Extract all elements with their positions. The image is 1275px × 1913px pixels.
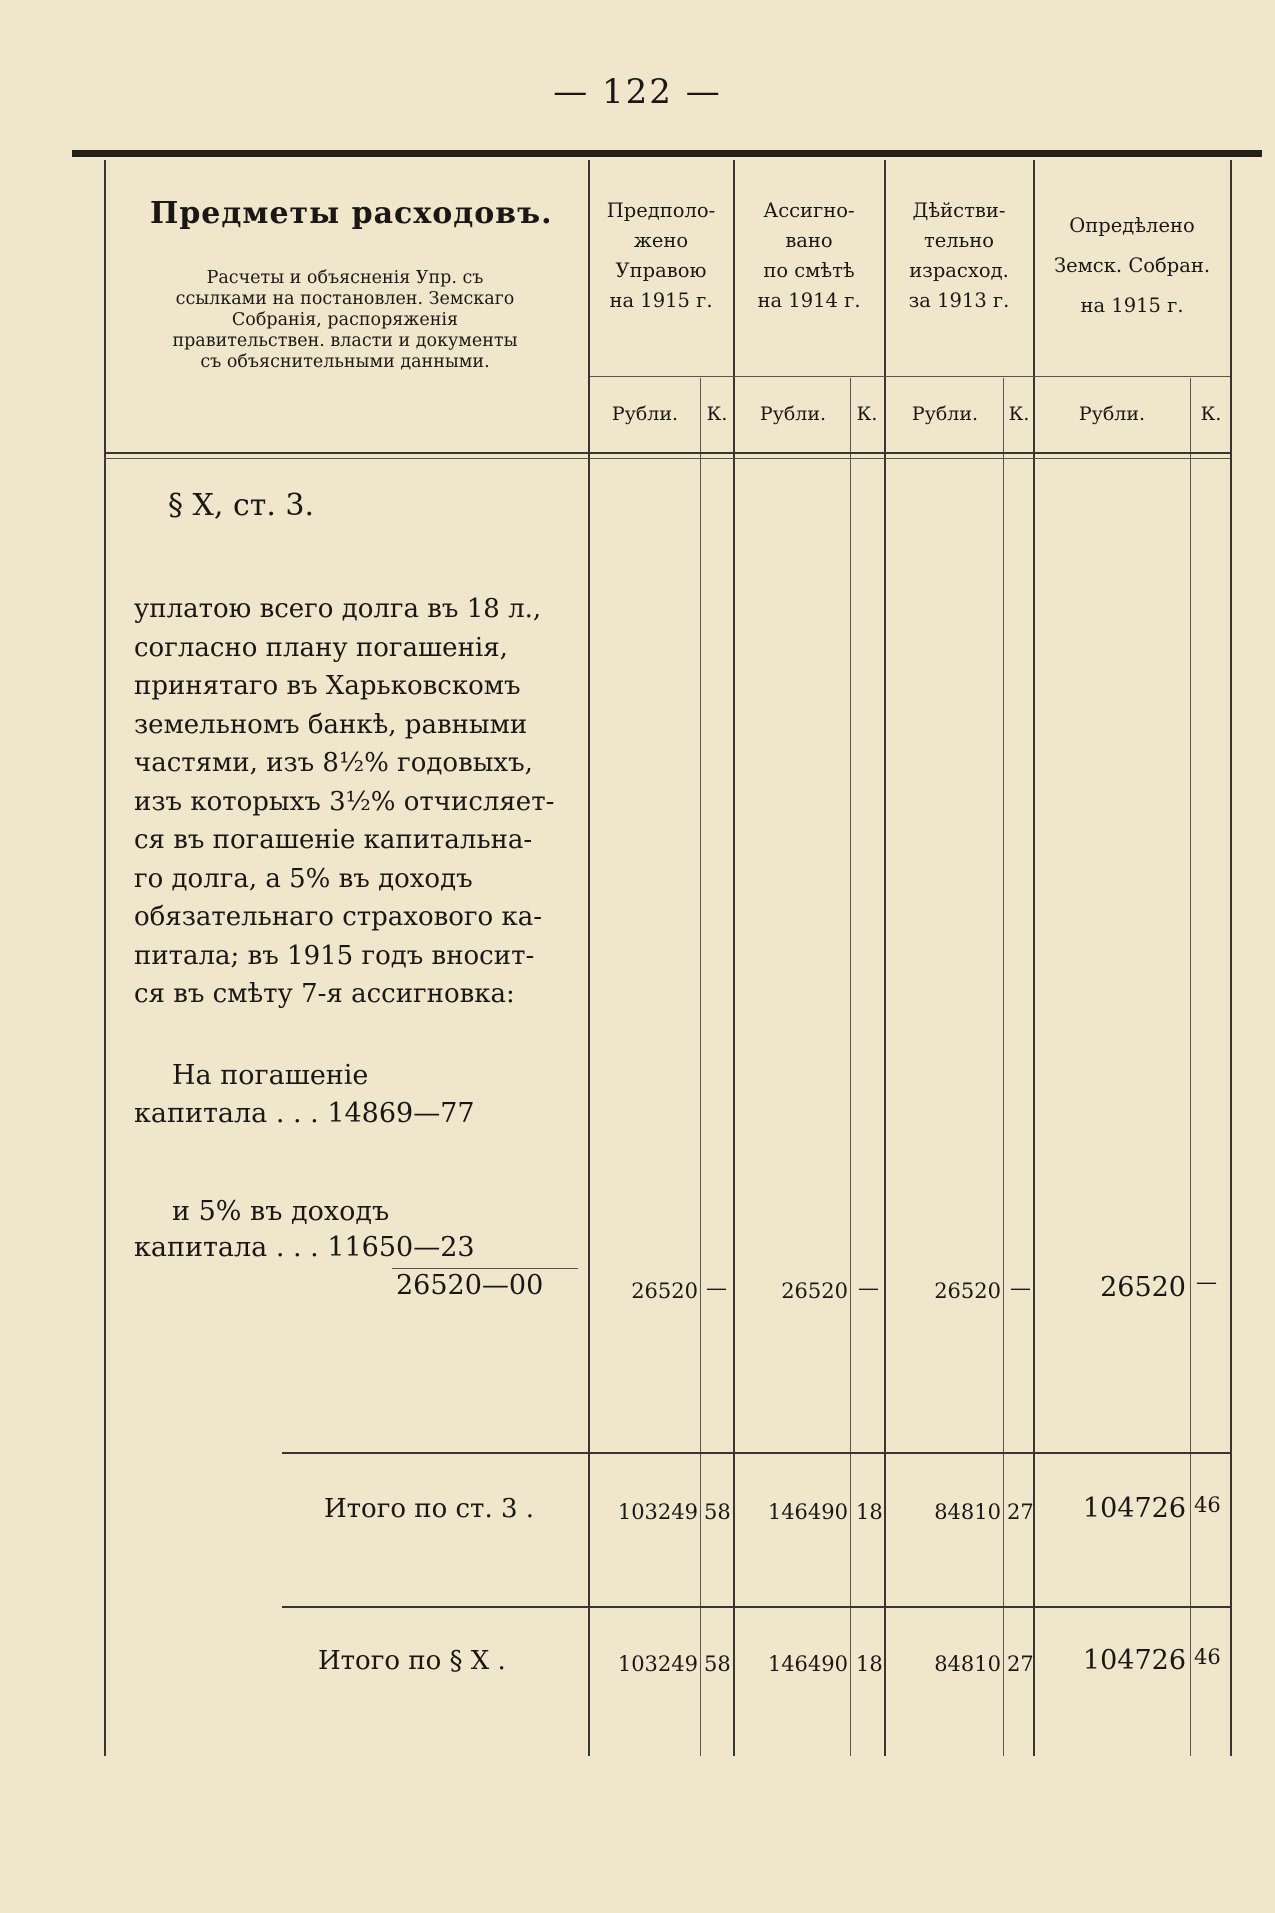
kop-divider-3 xyxy=(1003,378,1004,1756)
total-article-spent-rub: 84810 xyxy=(934,1500,1001,1524)
total-article-approved-kop: 46 xyxy=(1194,1493,1221,1517)
main-approved-kop: — xyxy=(1196,1270,1217,1294)
calc-line-2b: капитала . . . 11650—23 xyxy=(134,1232,475,1263)
table-left-border xyxy=(104,160,106,1756)
paragraph-line: ся въ смѣту 7-я ассигновка: xyxy=(134,979,515,1009)
paragraph-line: ся въ погашеніе капитальна- xyxy=(134,825,533,855)
main-proposed-rub: 26520 xyxy=(631,1279,698,1303)
calc-line-1a: На погашеніе xyxy=(172,1060,369,1091)
total-section-label: Итого по § X . xyxy=(318,1646,506,1676)
paragraph-line: изъ которыхъ 3½% отчисляет- xyxy=(134,786,555,817)
col-header-spent: Дѣйстви- тельно израсход. за 1913 г. xyxy=(908,199,1010,312)
total-section-proposed-rub: 103249 xyxy=(617,1652,698,1676)
total-rule-2 xyxy=(282,1606,1230,1608)
calc-line-1b: капитала . . . 14869—77 xyxy=(134,1098,475,1129)
col-divider-2 xyxy=(733,160,735,1756)
paragraph-line: земельномъ банкѣ, равными xyxy=(134,709,528,740)
paragraph-line: го долга, а 5% въ доходъ xyxy=(134,863,473,894)
total-section-approved-kop: 46 xyxy=(1194,1645,1221,1669)
paragraph-line: частями, изъ 8½% годовыхъ, xyxy=(134,748,533,778)
page-number: — 122 — xyxy=(553,72,722,112)
main-spent-kop: — xyxy=(1010,1276,1031,1300)
total-section-assigned-rub: 146490 xyxy=(767,1652,848,1676)
total-section-proposed-kop: 58 xyxy=(704,1652,731,1676)
total-article-proposed-kop: 58 xyxy=(704,1500,731,1524)
total-article-approved-rub: 104726 xyxy=(1082,1493,1186,1524)
total-article-spent-kop: 27 xyxy=(1007,1500,1034,1524)
main-spent-rub: 26520 xyxy=(934,1279,1001,1303)
calc-line-2a: и 5% въ доходъ xyxy=(172,1196,390,1227)
unit-rub-3: Рубли. xyxy=(911,403,979,425)
top-rule xyxy=(72,150,1262,157)
total-rule-1 xyxy=(282,1452,1230,1454)
unit-rub-2: Рубли. xyxy=(759,403,827,425)
paragraph-line: питала; въ 1915 годъ вносит- xyxy=(134,940,535,971)
total-section-approved-rub: 104726 xyxy=(1082,1645,1186,1676)
kop-divider-2 xyxy=(850,378,851,1756)
col-header-assigned: Ассигно- вано по смѣтѣ на 1914 г. xyxy=(757,199,861,312)
kop-divider-4 xyxy=(1190,378,1191,1756)
calc-total: 26520—00 xyxy=(396,1270,544,1301)
unit-kop-2: К. xyxy=(856,403,878,425)
unit-rub-1: Рубли. xyxy=(611,403,679,425)
total-section-spent-kop: 27 xyxy=(1007,1652,1034,1676)
main-approved-rub: 26520 xyxy=(1100,1272,1186,1303)
table-title: Предметы расходовъ. xyxy=(150,196,553,231)
unit-kop-3: К. xyxy=(1008,403,1030,425)
header-bottom-rule xyxy=(104,452,1230,454)
main-proposed-kop: — xyxy=(706,1276,727,1300)
unit-kop-1: К. xyxy=(706,403,728,425)
paragraph-line: принятаго въ Харьковскомъ xyxy=(134,671,521,701)
paragraph-line: согласно плану погашенія, xyxy=(134,632,508,663)
table-right-border xyxy=(1230,160,1232,1756)
unit-kop-4: К. xyxy=(1200,403,1222,425)
col-divider-3 xyxy=(884,160,886,1756)
section-heading: § X, ст. 3. xyxy=(168,488,315,523)
total-section-assigned-kop: 18 xyxy=(856,1652,883,1676)
unit-rub-4: Рубли. xyxy=(1078,403,1146,425)
paragraph-line: уплатою всего долга въ 18 л., xyxy=(134,594,542,624)
explanation-paragraph xyxy=(134,590,562,1014)
main-assigned-kop: — xyxy=(858,1276,879,1300)
header-units-rule xyxy=(590,376,1230,377)
total-article-proposed-rub: 103249 xyxy=(617,1500,698,1524)
total-article-assigned-rub: 146490 xyxy=(767,1500,848,1524)
header-bottom-rule-2 xyxy=(104,458,1230,459)
total-article-assigned-kop: 18 xyxy=(856,1500,883,1524)
table-subtitle: Расчеты и объясненія Упр. съ ссылками на постановлен. Земскаго Собранія, распоряженія правительствен. власти и документы съ объяснительными данными. xyxy=(172,268,518,372)
col-header-approved: Опредѣлено Земск. Собран. на 1915 г. xyxy=(1053,214,1211,317)
main-assigned-rub: 26520 xyxy=(781,1279,848,1303)
total-section-spent-rub: 84810 xyxy=(934,1652,1001,1676)
calc-sum-rule xyxy=(392,1268,578,1269)
kop-divider-1 xyxy=(700,378,701,1756)
paragraph-line: обязательнаго страхового ка- xyxy=(134,902,542,932)
total-article-label: Итого по ст. 3 . xyxy=(324,1494,535,1524)
col-header-proposed: Предполо- жено Управою на 1915 г. xyxy=(606,199,716,312)
